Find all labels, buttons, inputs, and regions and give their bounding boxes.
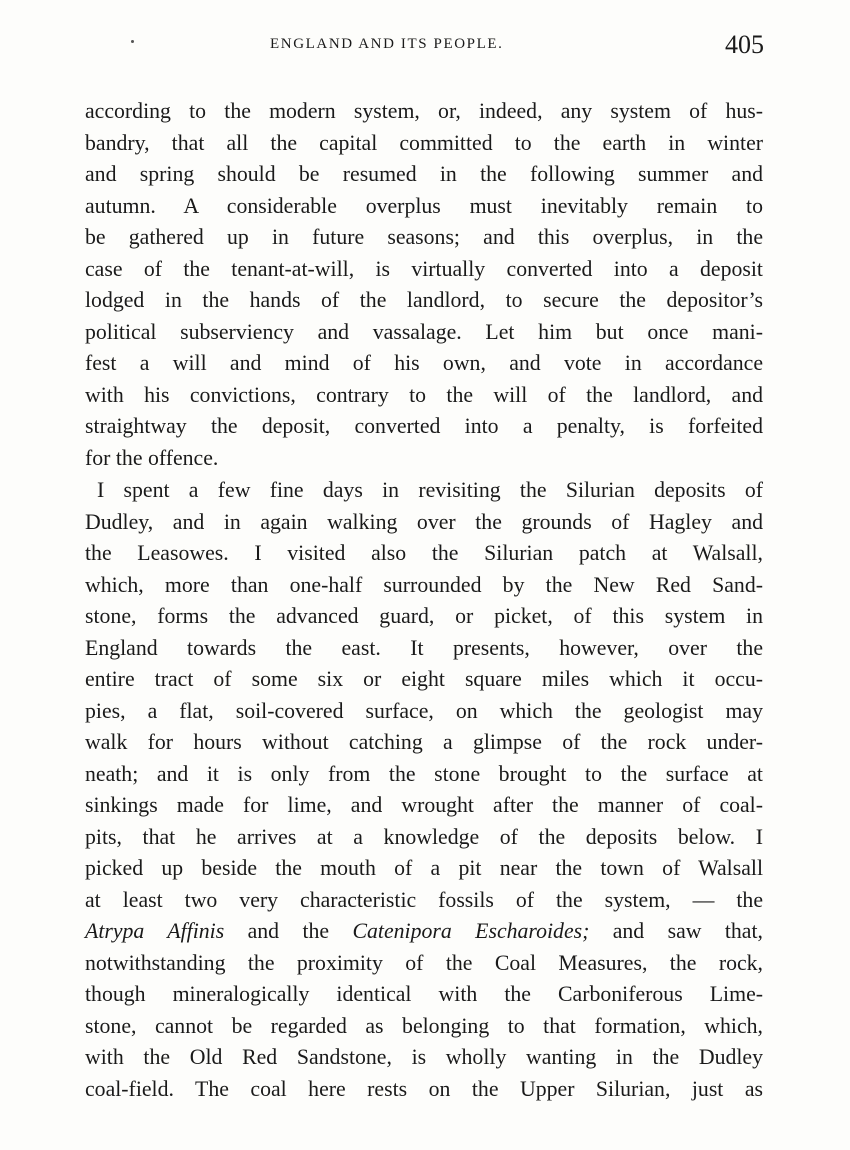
paragraph-2	[85, 475, 763, 1105]
text-line: case of the tenant-at-will, is virtually converted into a deposit	[85, 256, 763, 281]
page-number: 405	[725, 30, 764, 59]
fossil-connector: and the	[224, 919, 353, 943]
text-line: pits, that he arrives at a knowledge of the deposits below. I	[85, 824, 763, 849]
text-line-italic-fossils	[85, 916, 763, 948]
text-line: lodged in the hands of the landlord, to secure the depositor’s	[85, 288, 763, 312]
text-line: fest a will and mind of his own, and vote in accordance	[85, 351, 763, 375]
text-line: picked up beside the mouth of a pit near the town of Walsall	[85, 856, 763, 880]
text-line: be gathered up in future seasons; and this overplus, in the	[85, 225, 763, 249]
text-line: Dudley, and in again walking over the grounds of Hagley and	[85, 509, 763, 534]
text-line: England towards the east. It presents, however, over the	[85, 635, 763, 660]
text-line: and spring should be resumed in the following summer and	[85, 162, 763, 186]
text-line: for the offence.	[85, 445, 219, 470]
text-line: stone, forms the advanced guard, or picket, of this system in	[85, 604, 763, 628]
text-line: with his convictions, contrary to the will of the landlord, and	[85, 382, 763, 407]
text-line: notwithstanding the proximity of the Coal Measures, the rock,	[85, 950, 763, 975]
print-speck	[131, 40, 134, 43]
text-line: entire tract of some six or eight square miles which it occu-	[85, 667, 763, 691]
text-line: I spent a few fine days in revisiting the Silurian deposits of	[97, 478, 763, 502]
text-line: though mineralogically identical with the Carboniferous Lime-	[85, 982, 763, 1006]
text-line: the Leasowes. I visited also the Silurian patch at Walsall,	[85, 541, 763, 565]
text-line: sinkings made for lime, and wrought after the manner of coal-	[85, 793, 763, 817]
fossil-name-atrypa: Atrypa Affinis	[85, 919, 225, 943]
text-line: which, more than one-half surrounded by the New Red Sand-	[85, 572, 763, 597]
text-line: political subserviency and vassalage. Let him but once mani-	[85, 319, 763, 344]
text-line: bandry, that all the capital committed to the earth in winter	[85, 130, 763, 155]
text-line: with the Old Red Sandstone, is wholly wanting in the Dudley	[85, 1045, 763, 1069]
text-line: straightway the deposit, converted into a penalty, is forfeited	[85, 414, 763, 438]
paragraph-1	[85, 96, 763, 474]
text-line: pies, a flat, soil-covered surface, on which the geologist may	[85, 698, 763, 723]
text-line: neath; and it is only from the stone brought to the surface at	[85, 761, 763, 786]
text-line: autumn. A considerable overplus must inevitably remain to	[85, 193, 763, 218]
body-text	[85, 96, 763, 1105]
text-line: at least two very characteristic fossils of the system, — the	[85, 887, 763, 912]
fossil-line-rest: and saw that,	[589, 919, 763, 943]
text-line: walk for hours without catching a glimpse of the rock under-	[85, 730, 763, 754]
fossil-name-catenipora: Catenipora Escharoides;	[352, 919, 590, 943]
text-line: stone, cannot be regarded as belonging to that formation, which,	[85, 1013, 763, 1038]
text-line: according to the modern system, or, indeed, any system of hus-	[85, 99, 763, 123]
running-head: ENGLAND AND ITS PEOPLE.	[270, 36, 504, 52]
text-line: coal-field. The coal here rests on the Upper Silurian, just as	[85, 1076, 763, 1101]
